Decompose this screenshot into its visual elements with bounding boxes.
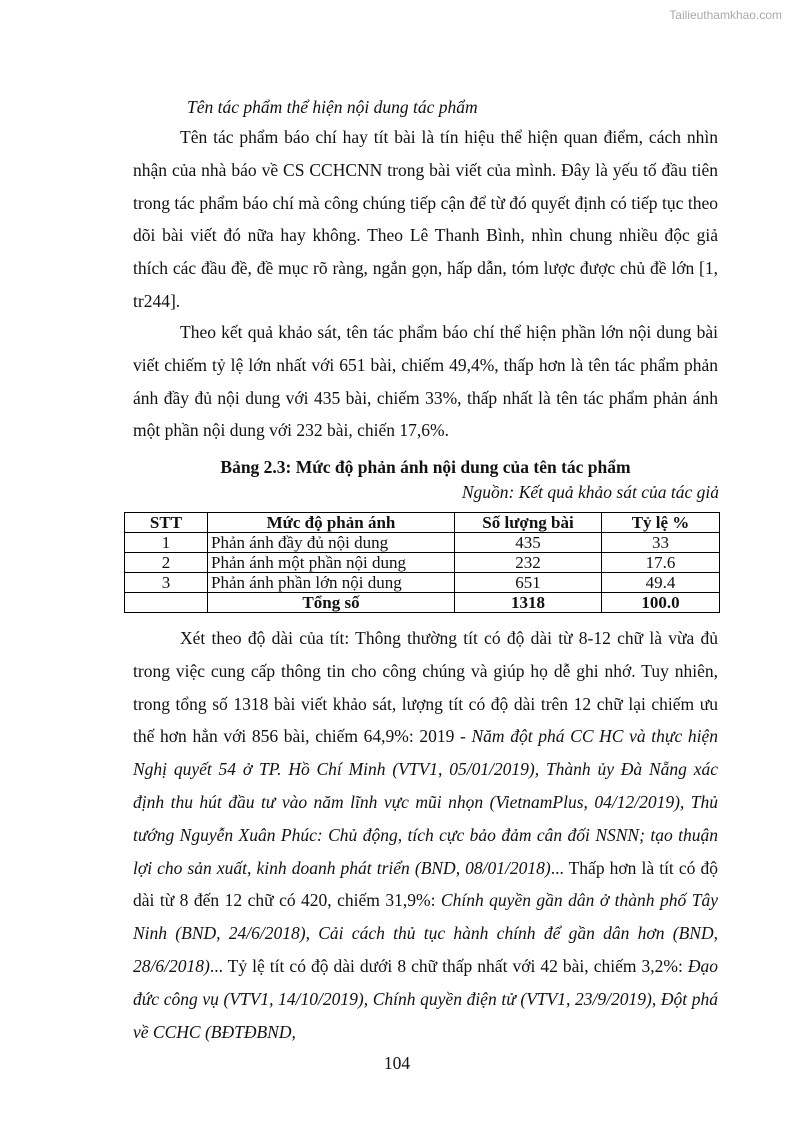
cell-stt: 1 bbox=[125, 533, 208, 553]
table-header-row bbox=[125, 513, 720, 533]
paragraph-3 bbox=[133, 622, 718, 1048]
header-so-luong: Số lượng bài bbox=[455, 513, 602, 533]
data-table bbox=[124, 512, 720, 613]
header-ty-le: Tỷ lệ % bbox=[602, 513, 720, 533]
paragraph-1 bbox=[133, 121, 718, 318]
header-stt: STT bbox=[125, 513, 208, 533]
paragraph-3-examples-2: Chính quyền gần dân ở thành phố Tây Ninh (BND, 24/6/2018), Cải cách thủ tục hành chính để gần dân hơn (BND, 28/6/2018) bbox=[133, 890, 718, 976]
cell-so-luong: 435 bbox=[455, 533, 602, 553]
cell-ty-le: 33 bbox=[602, 533, 720, 553]
paragraph-3-examples-3: Đạo đức công vụ (VTV1, 14/10/2019), Chính quyền điện tử (VTV1, 23/9/2019), Đột phá về CCHC (BĐTĐBND, bbox=[133, 955, 718, 1042]
cell-stt: 3 bbox=[125, 573, 208, 593]
paragraph-3-text-3: ... Tỷ lệ tít có độ dài dưới 8 chữ thấp nhất với 42 bài, chiếm 3,2%: bbox=[209, 955, 688, 976]
table-row bbox=[125, 533, 720, 553]
page-number: 104 bbox=[383, 1053, 411, 1073]
table-row bbox=[125, 553, 720, 573]
paragraph-1-text: Tên tác phẩm báo chí hay tít bài là tín hiệu thể hiện quan điểm, cách nhìn nhận của nhà báo về CS CCHCNN trong bài viết của mình. Đây là yếu tố đầu tiên trong tác phẩm báo chí mà công chúng tiếp cận để từ đó quyết định có tiếp tục theo dõi bài viết đó nữa hay không. Theo Lê Thanh Bình, nhìn chung nhiều độc giả thích các đầu đề, đề mục rõ ràng, ngắn gọn, hấp dẫn, tóm lược được chủ đề lớn [1, tr244]. bbox=[133, 127, 718, 311]
watermark: Tailieuthamkhao.com bbox=[669, 8, 782, 22]
paragraph-2-text: Theo kết quả khảo sát, tên tác phẩm báo chí thể hiện phần lớn nội dung bài viết chiếm tỷ lệ lớn nhất với 651 bài, chiếm 49,4%, thấp hơn là tên tác phẩm phản ánh đầy đủ nội dung với 435 bài, chiếm 33%, thấp nhất là tên tác phẩm phản ánh một phần nội dung với 232 bài, chiến 17,6%. bbox=[133, 322, 718, 441]
cell-muc-do: Phản ánh phần lớn nội dung bbox=[208, 573, 455, 593]
paragraph-3-text-2: ... Thấp hơn là tít có độ dài từ 8 đến 12 chữ có 420, chiếm 31,9%: bbox=[133, 857, 718, 911]
cell-stt: 2 bbox=[125, 553, 208, 573]
section-heading: Tên tác phẩm thể hiện nội dung tác phẩm bbox=[187, 97, 478, 117]
table-title: Bảng 2.3: Mức độ phản ánh nội dung của tên tác phẩm bbox=[220, 457, 631, 477]
cell-ty-le: 49.4 bbox=[602, 573, 720, 593]
table-total-row bbox=[125, 593, 720, 613]
cell-so-luong: 232 bbox=[455, 553, 602, 573]
header-muc-do: Mức độ phản ánh bbox=[208, 513, 455, 533]
cell-so-luong: 651 bbox=[455, 573, 602, 593]
cell-muc-do: Phản ánh đầy đủ nội dung bbox=[208, 533, 455, 553]
paragraph-3-examples-1: Năm đột phá CC HC và thực hiện Nghị quyết 54 ở TP. Hồ Chí Minh (VTV1, 05/01/2019), Thành ủy Đà Nẵng xác định thu hút đầu tư vào năm lĩnh vực mũi nhọn (VietnamPlus, 04/12/2019), Thủ tướng Nguyễn Xuân Phúc: Chủ động, tích cực bảo đảm cân đối NSNN; tạo thuận lợi cho sản xuất, kinh doanh phát triển (BND, 08/01/2018) bbox=[133, 726, 718, 878]
cell-total-label: Tổng số bbox=[208, 593, 455, 613]
paragraph-2 bbox=[133, 316, 718, 447]
cell-ty-le: 17.6 bbox=[602, 553, 720, 573]
cell-muc-do: Phản ánh một phần nội dung bbox=[208, 553, 455, 573]
cell-total-stt bbox=[125, 593, 208, 613]
cell-total-count: 1318 bbox=[455, 593, 602, 613]
cell-total-percent: 100.0 bbox=[602, 593, 720, 613]
paragraph-3-text-1: Xét theo độ dài của tít: Thông thường tít có độ dài từ 8-12 chữ là vừa đủ trong việc cung cấp thông tin cho công chúng và giúp họ dễ ghi nhớ. Tuy nhiên, trong tổng số 1318 bài viết khảo sát, lượng tít có độ dài trên 12 chữ lại chiếm ưu thế hơn hẳn với 856 bài, chiếm 64,9%: 2019 - bbox=[133, 628, 718, 747]
table-source: Nguồn: Kết quả khảo sát của tác giả bbox=[461, 482, 719, 502]
table-row bbox=[125, 573, 720, 593]
